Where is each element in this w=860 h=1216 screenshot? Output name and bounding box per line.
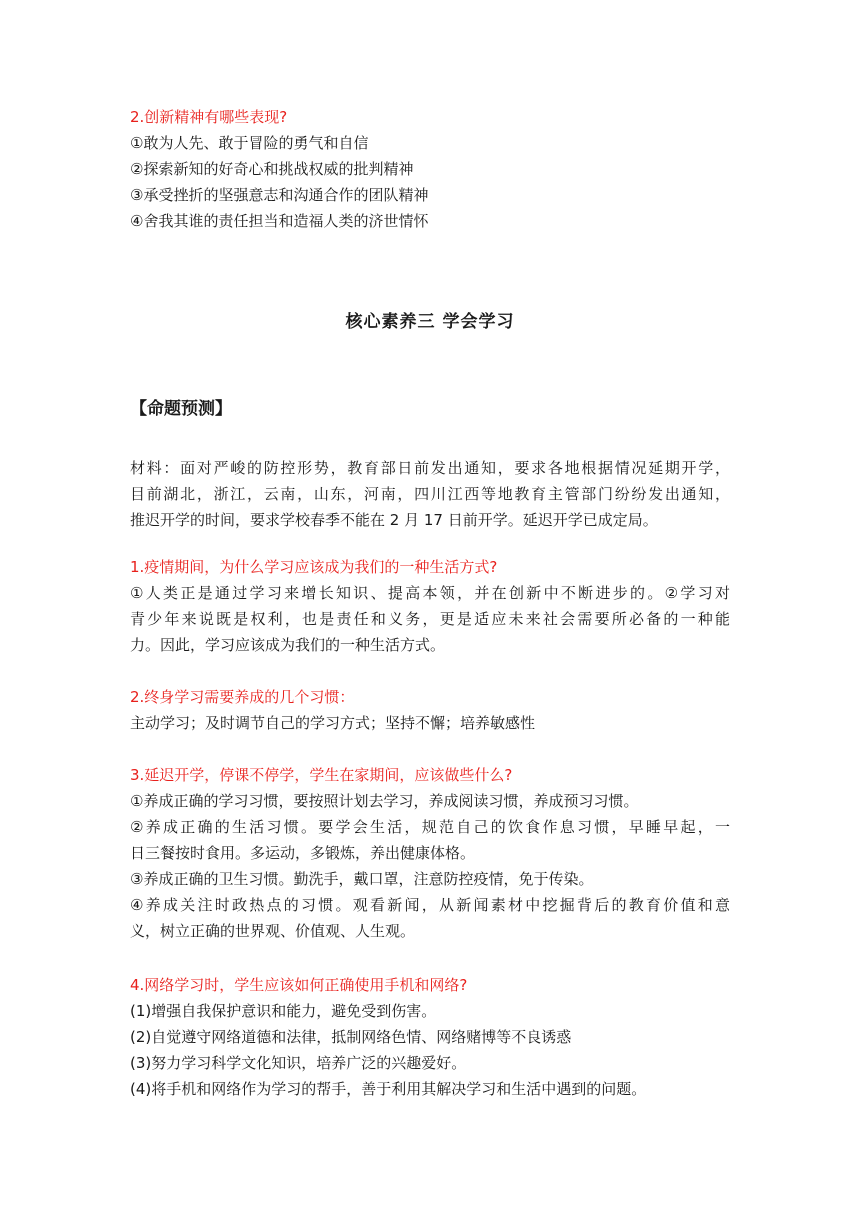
subheading: 【命题预测】	[130, 399, 232, 419]
answer-line: ③承受挫折的坚强意志和沟通合作的团队精神	[130, 186, 429, 204]
answer-line: (1)增强自我保护意识和能力，避免受到伤害。	[130, 1002, 437, 1020]
innovation-section	[130, 104, 730, 234]
material-paragraph	[130, 455, 730, 533]
question-heading: 2.终身学习需要养成的几个习惯：	[130, 688, 355, 706]
material-line: 材料：面对严峻的防控形势，教育部日前发出通知，要求各地根据情况延期开学，	[130, 459, 730, 477]
answer-line: ①人类正是通过学习来增长知识、提高本领，并在创新中不断进步的。②学习对	[130, 584, 730, 602]
question-3-section	[130, 762, 730, 944]
answer-line: ①养成正确的学习习惯，要按照计划去学习，养成阅读习惯，养成预习习惯。	[130, 792, 639, 810]
answer-line: ④舍我其谁的责任担当和造福人类的济世情怀	[130, 212, 429, 230]
answer-line: ①敢为人先、敢于冒险的勇气和自信	[130, 134, 369, 152]
question-heading: 2.创新精神有哪些表现?	[130, 108, 288, 126]
answer-line: ③养成正确的卫生习惯。勤洗手，戴口罩，注意防控疫情，免于传染。	[130, 870, 594, 888]
answer-line: 青少年来说既是权利，也是责任和义务，更是适应未来社会需要所必备的一种能	[130, 610, 730, 628]
question-heading: 4.网络学习时，学生应该如何正确使用手机和网络?	[130, 976, 468, 994]
question-1-section	[130, 554, 730, 658]
answer-line: ②养成正确的生活习惯。要学会生活，规范自己的饮食作息习惯，早睡早起，一	[130, 818, 730, 836]
question-2-section	[130, 684, 730, 736]
answer-line: ②探索新知的好奇心和挑战权威的批判精神	[130, 160, 414, 178]
question-heading: 1.疫情期间，为什么学习应该成为我们的一种生活方式?	[130, 558, 498, 576]
answer-line: (4)将手机和网络作为学习的帮手，善于利用其解决学习和生活中遇到的问题。	[130, 1080, 647, 1098]
answer-line: ④养成关注时政热点的习惯。观看新闻，从新闻素材中挖掘背后的教育价值和意	[130, 896, 730, 914]
material-line: 推迟开学的时间，要求学校春季不能在 2 月 17 日前开学。延迟开学已成定局。	[130, 511, 658, 529]
question-4-section	[130, 972, 730, 1102]
answer-line: 力。因此，学习应该成为我们的一种生活方式。	[130, 636, 446, 654]
answer-line: (2)自觉遵守网络道德和法律，抵制网络色情、网络赌博等不良诱惑	[130, 1028, 572, 1046]
section-heading: 核心素养三 学会学习	[345, 312, 515, 332]
answer-line: 日三餐按时食用。多运动，多锻炼，养出健康体格。	[130, 844, 476, 862]
answer-line: (3)努力学习科学文化知识，培养广泛的兴趣爱好。	[130, 1054, 467, 1072]
question-heading: 3.延迟开学，停课不停学，学生在家期间，应该做些什么?	[130, 766, 513, 784]
material-line: 目前湖北，浙江，云南，山东，河南，四川江西等地教育主管部门纷纷发出通知，	[130, 485, 730, 503]
answer-line: 主动学习；及时调节自己的学习方式；坚持不懈；培养敏感性	[130, 714, 536, 732]
answer-line: 义，树立正确的世界观、价值观、人生观。	[130, 922, 416, 940]
